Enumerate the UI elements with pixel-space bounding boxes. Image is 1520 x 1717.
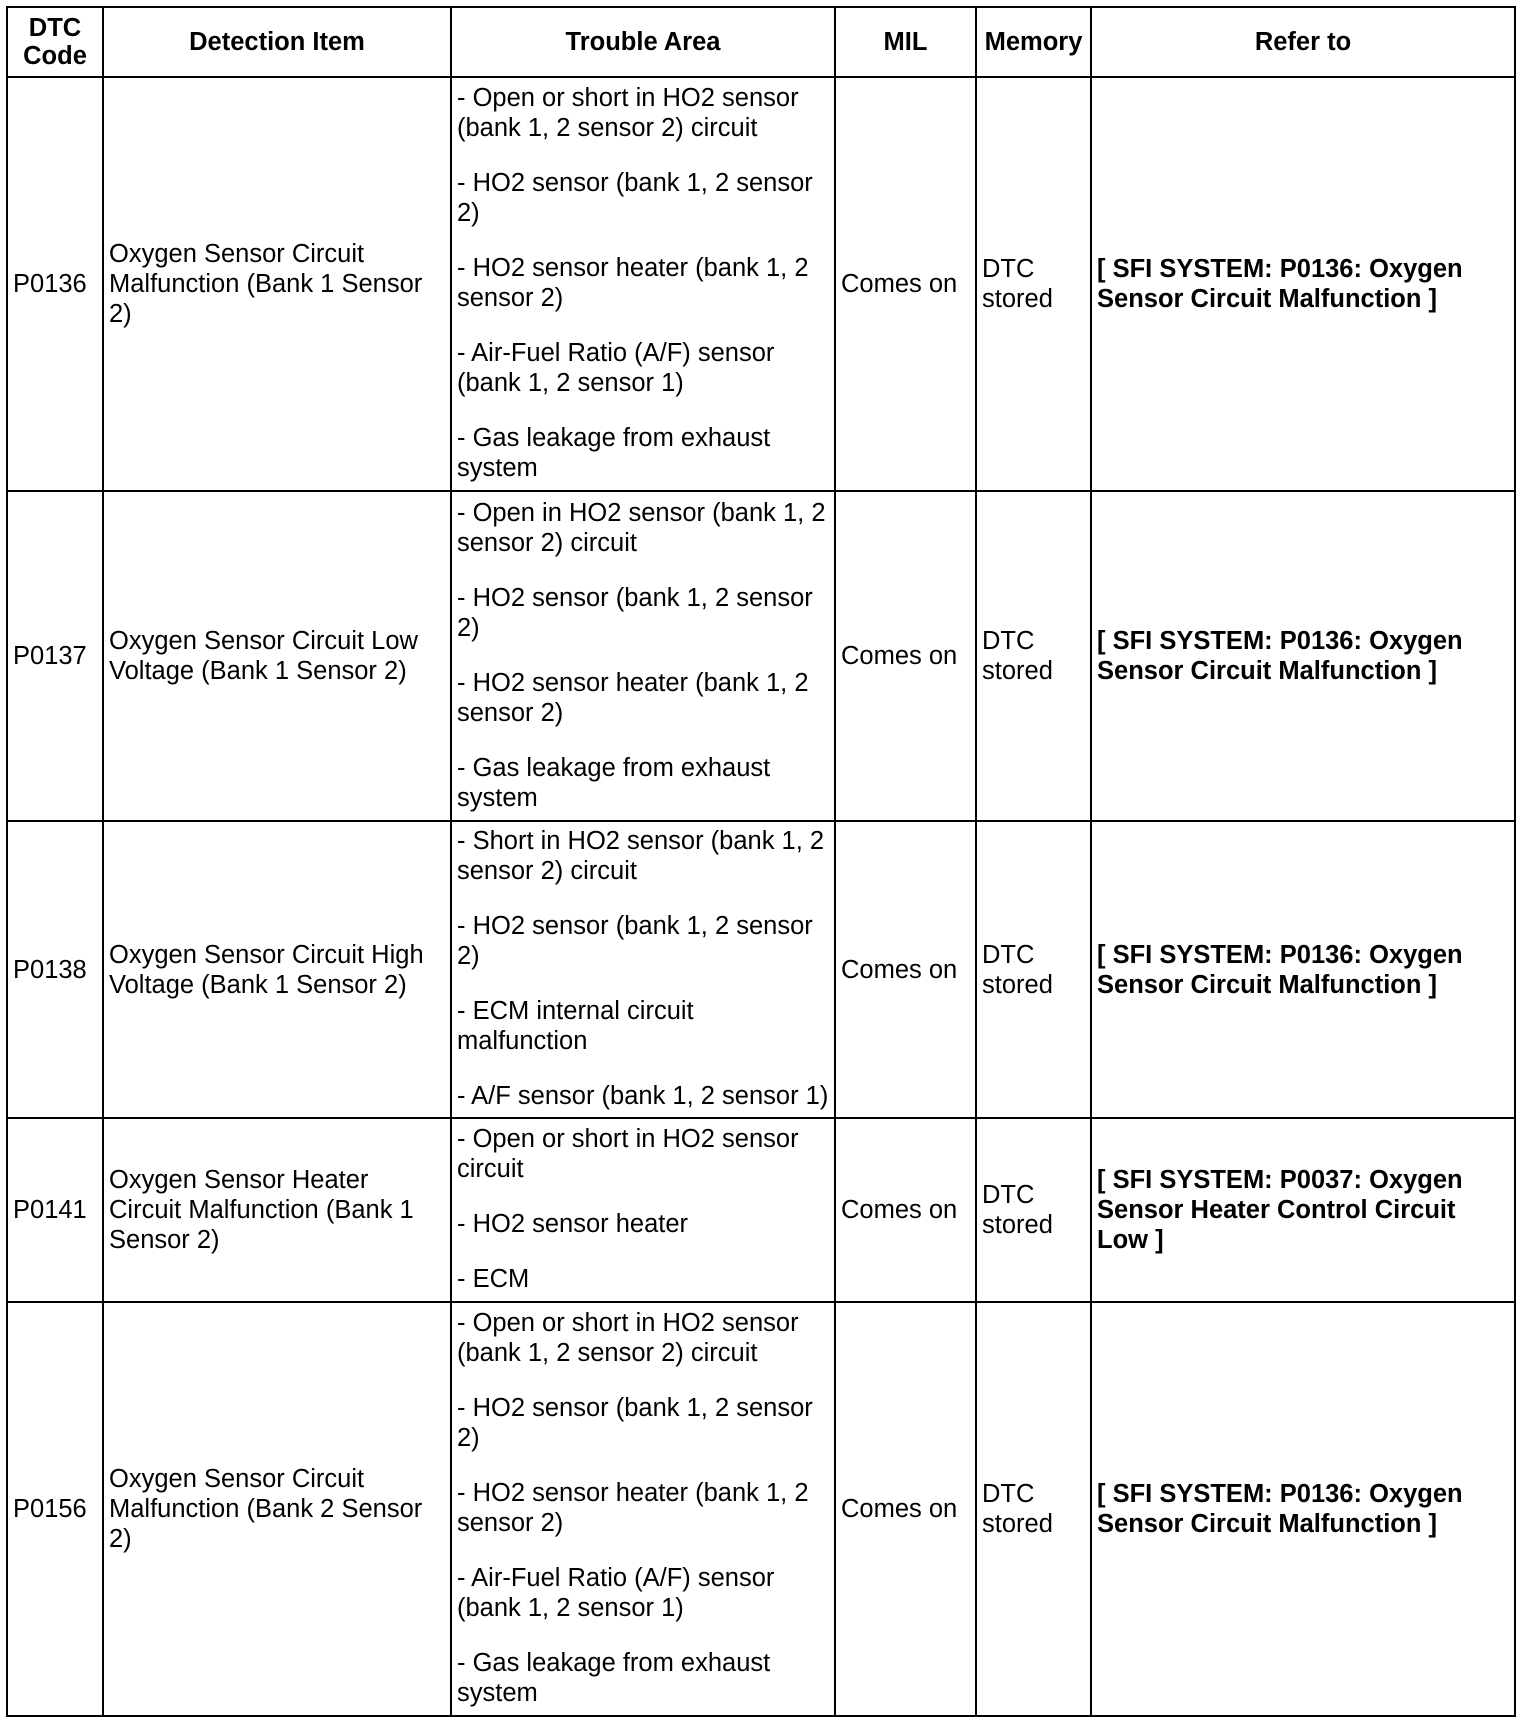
trouble-area-item: - HO2 sensor (bank 1, 2 sensor 2) xyxy=(457,912,813,970)
memory-cell: DTC stored xyxy=(976,77,1091,491)
trouble-area-item: - A/F sensor (bank 1, 2 sensor 1) xyxy=(457,1082,829,1110)
trouble-area-item: - HO2 sensor heater (bank 1, 2 sensor 2) xyxy=(457,254,809,312)
memory-cell: DTC stored xyxy=(976,491,1091,821)
refer-to-link[interactable]: [ SFI SYSTEM: P0136: Oxygen Sensor Circuit Malfunction ] xyxy=(1091,821,1515,1118)
trouble-area-cell xyxy=(451,491,835,821)
dtc-code-cell: P0141 xyxy=(7,1118,103,1302)
table-row xyxy=(7,821,1515,1118)
detection-item-cell: Oxygen Sensor Circuit Low Voltage (Bank 1 Sensor 2) xyxy=(103,491,451,821)
detection-item-cell: Oxygen Sensor Circuit Malfunction (Bank 1 Sensor 2) xyxy=(103,77,451,491)
mil-cell: Comes on xyxy=(835,1118,976,1302)
header-memory: Memory xyxy=(976,7,1091,77)
refer-to-link[interactable]: [ SFI SYSTEM: P0136: Oxygen Sensor Circuit Malfunction ] xyxy=(1091,77,1515,491)
table-row xyxy=(7,1302,1515,1716)
dtc-code-cell: P0138 xyxy=(7,821,103,1118)
header-row xyxy=(7,7,1515,77)
trouble-area-item: - Open or short in HO2 sensor circuit xyxy=(457,1125,799,1183)
trouble-area-item: - ECM internal circuit malfunction xyxy=(457,997,694,1055)
trouble-area-item: - Air-Fuel Ratio (A/F) sensor (bank 1, 2 sensor 1) xyxy=(457,1564,775,1622)
header-mil: MIL xyxy=(835,7,976,77)
trouble-area-item: - Open in HO2 sensor (bank 1, 2 sensor 2) circuit xyxy=(457,498,826,557)
trouble-area-item: - Air-Fuel Ratio (A/F) sensor (bank 1, 2 sensor 1) xyxy=(457,339,775,397)
dtc-code-cell: P0156 xyxy=(7,1302,103,1716)
refer-to-link[interactable]: [ SFI SYSTEM: P0136: Oxygen Sensor Circuit Malfunction ] xyxy=(1091,1302,1515,1716)
trouble-area-item: - HO2 sensor heater xyxy=(457,1210,689,1238)
trouble-area-item: - Short in HO2 sensor (bank 1, 2 sensor 2) circuit xyxy=(457,827,825,885)
trouble-area-item: - HO2 sensor heater (bank 1, 2 sensor 2) xyxy=(457,668,809,727)
dtc-code-cell: P0136 xyxy=(7,77,103,491)
trouble-area-cell xyxy=(451,821,835,1118)
table-row xyxy=(7,491,1515,821)
memory-cell: DTC stored xyxy=(976,1118,1091,1302)
mil-cell: Comes on xyxy=(835,491,976,821)
trouble-area-item: - ECM xyxy=(457,1265,530,1293)
table-row xyxy=(7,77,1515,491)
refer-to-link[interactable]: [ SFI SYSTEM: P0136: Oxygen Sensor Circuit Malfunction ] xyxy=(1091,491,1515,821)
trouble-area-item: - HO2 sensor heater (bank 1, 2 sensor 2) xyxy=(457,1479,809,1537)
trouble-area-item: - Gas leakage from exhaust system xyxy=(457,1649,771,1707)
memory-cell: DTC stored xyxy=(976,1302,1091,1716)
trouble-area-item: - Open or short in HO2 sensor (bank 1, 2 sensor 2) circuit xyxy=(457,84,799,142)
header-trouble-area: Trouble Area xyxy=(451,7,835,77)
mil-cell: Comes on xyxy=(835,821,976,1118)
detection-item-cell: Oxygen Sensor Circuit High Voltage (Bank 1 Sensor 2) xyxy=(103,821,451,1118)
mil-cell: Comes on xyxy=(835,1302,976,1716)
mil-cell: Comes on xyxy=(835,77,976,491)
dtc-table xyxy=(6,6,1516,1717)
detection-item-cell: Oxygen Sensor Heater Circuit Malfunction (Bank 1 Sensor 2) xyxy=(103,1118,451,1302)
header-refer-to: Refer to xyxy=(1091,7,1515,77)
trouble-area-cell xyxy=(451,77,835,491)
trouble-area-cell xyxy=(451,1118,835,1302)
trouble-area-item: - Open or short in HO2 sensor (bank 1, 2 sensor 2) circuit xyxy=(457,1309,799,1367)
header-dtc-code: DTC Code xyxy=(7,7,103,77)
table-row xyxy=(7,1118,1515,1302)
header-detection-item: Detection Item xyxy=(103,7,451,77)
trouble-area-item: - HO2 sensor (bank 1, 2 sensor 2) xyxy=(457,583,813,642)
trouble-area-item: - HO2 sensor (bank 1, 2 sensor 2) xyxy=(457,169,813,227)
memory-cell: DTC stored xyxy=(976,821,1091,1118)
refer-to-link[interactable]: [ SFI SYSTEM: P0037: Oxygen Sensor Heater Control Circuit Low ] xyxy=(1091,1118,1515,1302)
dtc-code-cell: P0137 xyxy=(7,491,103,821)
trouble-area-cell xyxy=(451,1302,835,1716)
trouble-area-item: - Gas leakage from exhaust system xyxy=(457,424,771,482)
trouble-area-item: - HO2 sensor (bank 1, 2 sensor 2) xyxy=(457,1394,813,1452)
detection-item-cell: Oxygen Sensor Circuit Malfunction (Bank 2 Sensor 2) xyxy=(103,1302,451,1716)
trouble-area-item: - Gas leakage from exhaust system xyxy=(457,753,771,812)
